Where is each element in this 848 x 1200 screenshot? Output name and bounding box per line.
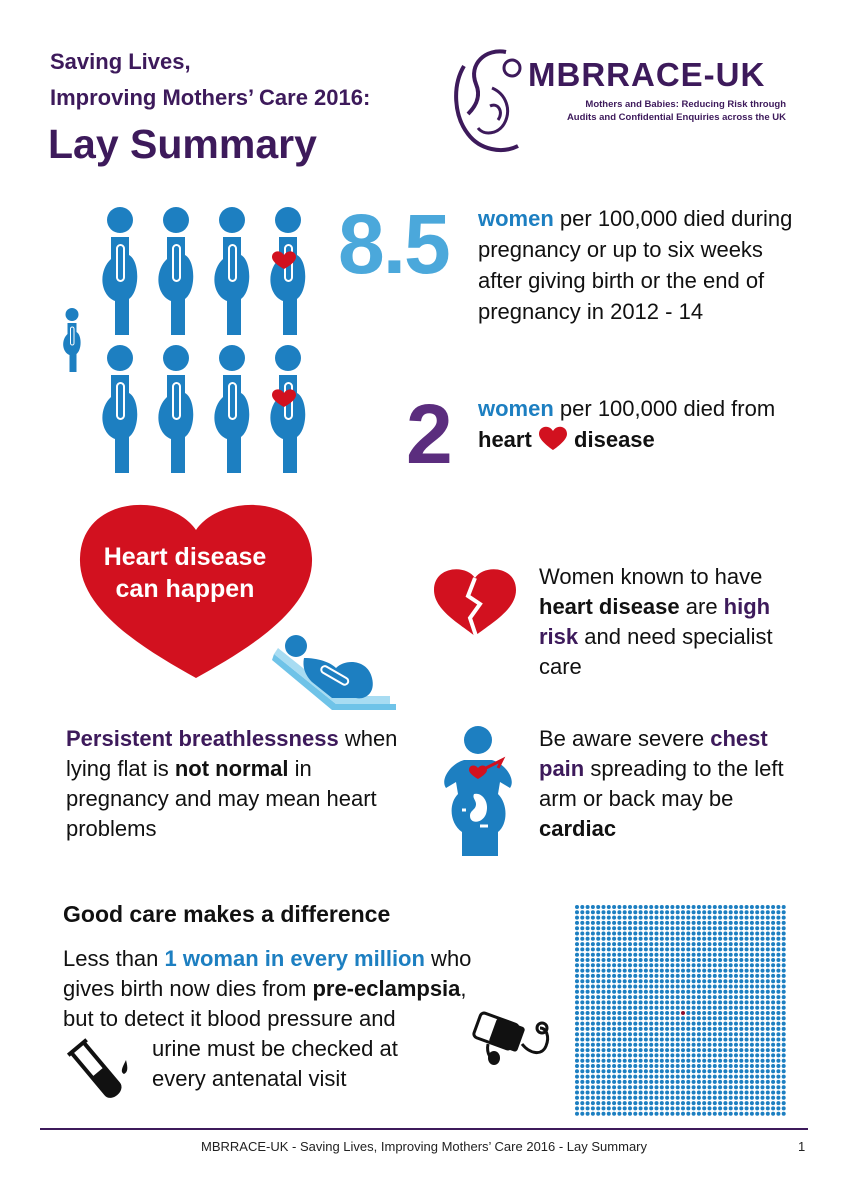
title-line-1: Saving Lives,: [50, 49, 191, 74]
women-label: women: [478, 396, 554, 421]
logo-tagline-2: Audits and Confidential Enquiries across the UK: [566, 112, 786, 123]
broken-heart-icon: [432, 566, 518, 638]
blood-pressure-cuff-icon: [470, 1010, 556, 1066]
good-care-line-2: [63, 974, 467, 1004]
heart-badge-line-2: can happen: [115, 575, 255, 603]
maternal-death-rate: 8.5: [338, 197, 449, 291]
pregnant-woman-icon: [102, 345, 137, 473]
good-care-l2a: gives birth now dies from: [63, 976, 313, 1001]
chest-pain-woman-icon: [436, 724, 520, 856]
good-care-title: Good care makes a difference: [63, 901, 391, 927]
maternal-death-rate-text: [478, 203, 798, 327]
disease-word: disease: [574, 427, 655, 452]
pregnant-woman-icon: [102, 207, 137, 335]
breathless-t2: in pregnancy and may mean heart problems: [66, 756, 377, 841]
known-risk-b2: high risk: [539, 594, 771, 649]
test-tube-icon: [60, 1038, 140, 1104]
good-care-line-5: every antenatal visit: [152, 1066, 347, 1091]
chest-t1: Be aware severe: [539, 726, 711, 751]
heart-death-rate-text: [478, 393, 808, 455]
footer-text: MBRRACE-UK - Saving Lives, Improving Mothers’ Care 2016 - Lay Summary: [201, 1139, 647, 1154]
heart-badge-line-1: Heart disease: [103, 543, 267, 571]
logo-name: MBRRACE-UK: [528, 56, 766, 93]
breathlessness-text: [66, 724, 406, 844]
good-care-l2b: pre-eclampsia: [312, 976, 461, 1001]
reclining-woman-icon: [272, 632, 398, 710]
title-line-2: Improving Mothers’ Care 2016:: [50, 85, 371, 110]
breathless-b1: Persistent breathlessness: [66, 726, 339, 751]
heart-icon: [538, 425, 568, 451]
known-risk-t1: Women known to have: [539, 564, 763, 589]
rate-description: per 100,000 died during pregnancy or up to six weeks after giving birth or the end of pregnancy in 2012 - 14: [478, 206, 793, 324]
good-care-l1c: who: [424, 946, 472, 971]
heart-death-rate: 2: [406, 387, 451, 481]
heart-word: heart: [478, 427, 532, 452]
dot-grid-icon: [574, 904, 788, 1116]
chest-b2: cardiac: [539, 816, 617, 841]
pregnant-woman-icon: [214, 345, 249, 473]
footer-divider: [40, 1128, 808, 1130]
known-risk-b1: heart disease: [539, 594, 680, 619]
small-pregnant-woman-icon: [63, 308, 80, 372]
pregnant-women-grid: [60, 205, 310, 475]
good-care-l1a: Less than: [63, 946, 165, 971]
good-care-line-3: but to detect it blood pressure and: [63, 1006, 396, 1031]
chest-t2: spreading to the left arm or back may be: [539, 756, 784, 811]
women-label: women: [478, 206, 554, 231]
breathless-t1: when lying flat is: [66, 726, 398, 781]
breathless-b2: not normal: [174, 756, 289, 781]
good-care-l1b: 1 woman in every million: [164, 946, 425, 971]
heart-badge-text: [80, 541, 290, 605]
chest-pain-text: [539, 724, 809, 844]
page-number: 1: [798, 1139, 806, 1154]
pregnant-woman-icon: [270, 207, 305, 335]
pregnant-woman-icon: [214, 207, 249, 335]
logo-tagline-1: Mothers and Babies: Reducing Risk through: [585, 99, 786, 110]
chest-b1: chest pain: [539, 726, 768, 781]
known-risk-text: [539, 562, 809, 682]
good-care-line-1: [63, 944, 471, 974]
pregnant-woman-icon: [158, 207, 193, 335]
good-care-l2c: ,: [460, 976, 467, 1001]
known-risk-t2: are: [679, 594, 724, 619]
pregnant-woman-icon: [270, 345, 305, 473]
good-care-line-4: urine must be checked at: [152, 1036, 398, 1061]
heart-rate-description: per 100,000 died from: [553, 396, 776, 421]
pregnant-woman-icon: [158, 345, 193, 473]
known-risk-t3: and need specialist care: [539, 624, 773, 679]
page-title: Lay Summary: [48, 121, 317, 167]
